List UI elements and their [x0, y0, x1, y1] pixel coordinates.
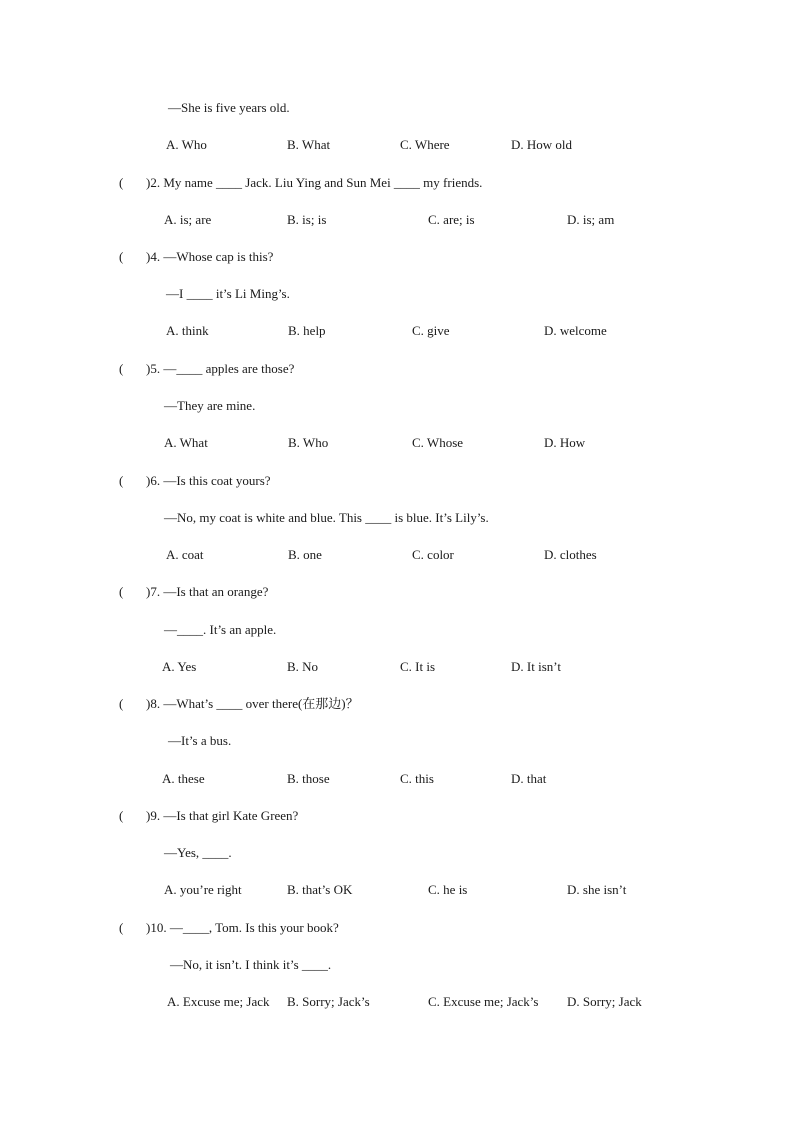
q4-answer-line: —I ____ it’s Li Ming’s.: [166, 286, 290, 301]
q5-answer-line: —They are mine.: [164, 398, 256, 413]
q9-option-b: B. that’s OK: [287, 882, 353, 897]
q1-option-c: C. Where: [400, 137, 450, 152]
q8-option-d: D. that: [511, 771, 547, 786]
q5-option-d: D. How: [544, 435, 586, 450]
q1-option-d: D. How old: [511, 137, 573, 152]
q6-option-a: A. coat: [166, 547, 204, 562]
q5-stem: )5. —____ apples are those?: [146, 361, 295, 376]
q4-answer-paren: (: [119, 249, 124, 264]
q5-option-c: C. Whose: [412, 435, 464, 450]
q2-option-b: B. is; is: [287, 212, 327, 227]
q1-answer-line: —She is five years old.: [168, 100, 290, 115]
q10-stem: )10. —____, Tom. Is this your book?: [146, 920, 339, 935]
q9-option-d: D. she isn’t: [567, 882, 627, 897]
q7-option-c: C. It is: [400, 659, 436, 674]
q10-option-b: B. Sorry; Jack’s: [287, 994, 370, 1009]
q2-stem: )2. My name ____ Jack. Liu Ying and Sun Mei ____ my friends.: [146, 175, 483, 190]
q2-option-d: D. is; am: [567, 212, 615, 227]
q4-option-a: A. think: [166, 323, 209, 338]
q8-option-c: C. this: [400, 771, 434, 786]
q7-answer-line: —____. It’s an apple.: [164, 622, 277, 637]
q10-option-d: D. Sorry; Jack: [567, 994, 642, 1009]
q9-stem: )9. —Is that girl Kate Green?: [146, 808, 299, 823]
q4-stem: )4. —Whose cap is this?: [146, 249, 274, 264]
q6-option-c: C. color: [412, 547, 454, 562]
q4-option-c: C. give: [412, 323, 450, 338]
q4-option-b: B. help: [288, 323, 326, 338]
q5-option-b: B. Who: [288, 435, 329, 450]
q9-answer-paren: (: [119, 808, 124, 823]
q6-option-b: B. one: [288, 547, 322, 562]
q9-option-c: C. he is: [428, 882, 468, 897]
q8-answer-paren: (: [119, 696, 124, 711]
q10-option-c: C. Excuse me; Jack’s: [428, 994, 539, 1009]
q1-option-a: A. Who: [166, 137, 207, 152]
q6-answer-paren: (: [119, 473, 124, 488]
q10-option-a: A. Excuse me; Jack: [167, 994, 270, 1009]
q7-option-d: D. It isn’t: [511, 659, 561, 674]
q8-stem: )8. —What’s ____ over there(在那边)？: [146, 696, 359, 711]
q7-stem: )7. —Is that an orange?: [146, 584, 269, 599]
q8-option-a: A. these: [162, 771, 205, 786]
q2-answer-paren: (: [119, 175, 124, 190]
q9-answer-line: —Yes, ____.: [164, 845, 232, 860]
q6-answer-line: —No, my coat is white and blue. This ____ is blue. It’s Lily’s.: [164, 510, 489, 525]
q4-option-d: D. welcome: [544, 323, 607, 338]
q5-option-a: A. What: [164, 435, 208, 450]
q9-option-a: A. you’re right: [164, 882, 242, 897]
q1-option-b: B. What: [287, 137, 331, 152]
q7-answer-paren: (: [119, 584, 124, 599]
q2-option-a: A. is; are: [164, 212, 212, 227]
q2-option-c: C. are; is: [428, 212, 475, 227]
q6-stem: )6. —Is this coat yours?: [146, 473, 271, 488]
q6-option-d: D. clothes: [544, 547, 597, 562]
q7-option-b: B. No: [287, 659, 319, 674]
q10-answer-line: —No, it isn’t. I think it’s ____.: [170, 957, 332, 972]
q5-answer-paren: (: [119, 361, 124, 376]
q7-option-a: A. Yes: [162, 659, 197, 674]
q8-answer-line: —It’s a bus.: [168, 733, 232, 748]
q8-option-b: B. those: [287, 771, 330, 786]
q10-answer-paren: (: [119, 920, 124, 935]
